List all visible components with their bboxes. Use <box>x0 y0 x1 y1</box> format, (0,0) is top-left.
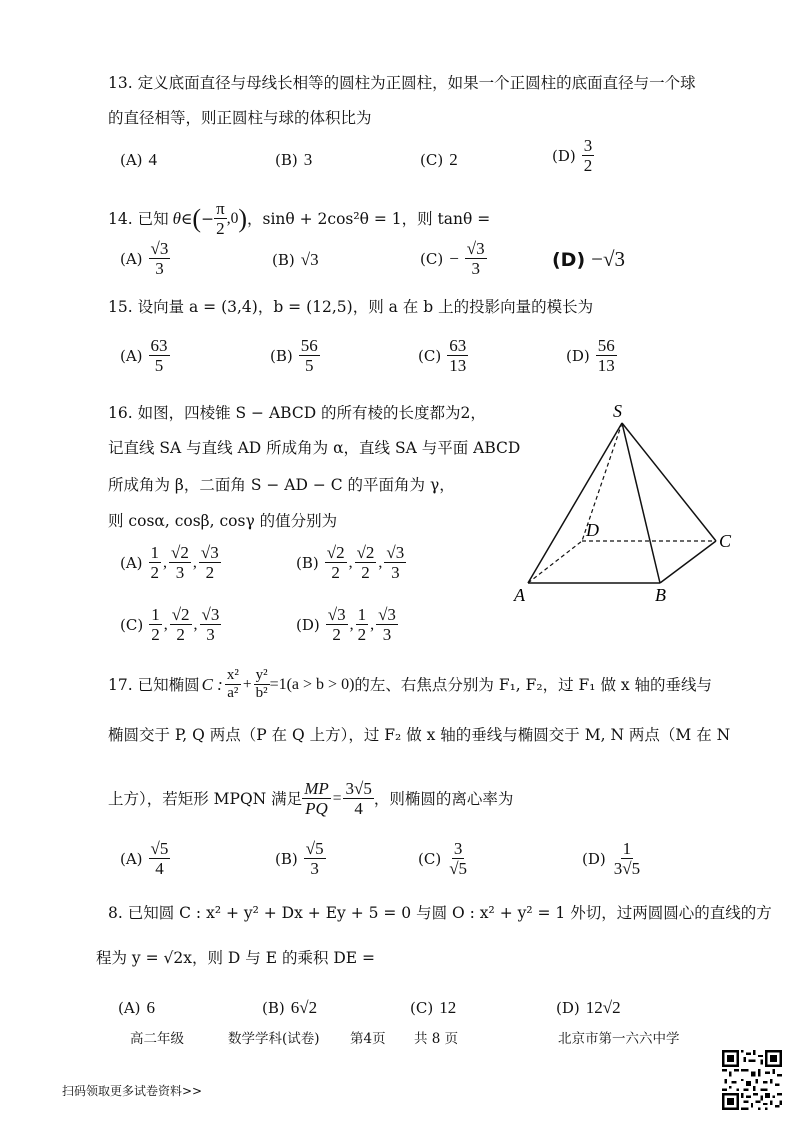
label-S: S <box>613 401 622 421</box>
q15-option-a: (A) $\frac{63}{5}$ <box>120 336 168 375</box>
scan-note: 扫码领取更多试卷资料>> <box>62 1084 203 1098</box>
q15-stem: 15. 设向量 a = (3,4)，b = (12,5)，则 a 在 b 上的投影向量的模长为 <box>108 298 594 316</box>
q17-option-c: (C) $\frac{3}{√5}$ <box>418 839 468 878</box>
q14-stem: 14. 已知 θ ∈ ( − $\frac{\pi}{2}$ ,0 ) ，sinθ + 2cos²θ = 1，则 tanθ = <box>108 199 491 238</box>
q17-option-a: (A) $\frac{√5}{4}$ <box>120 839 169 878</box>
q18-option-d: (D) 12√2 <box>556 998 621 1017</box>
q18-line2: 程为 y = √2x，则 D 与 E 的乘积 DE = <box>96 949 376 967</box>
q14-option-c: (C) − $\frac{√3}{3}$ <box>420 239 485 278</box>
label-A: A <box>514 585 525 605</box>
q15-option-b: (B) $\frac{56}{5}$ <box>270 336 318 375</box>
edge-AD <box>528 541 582 583</box>
q14-option-d: (D) −√3 <box>552 247 626 271</box>
q16-line3: 所成角为 β，二面角 S − AD − C 的平面角为 γ， <box>108 476 455 494</box>
q17-option-b: (B) $\frac{√5}{3}$ <box>275 839 324 878</box>
q18-line1: 8. 已知圆 C : x² + y² + Dx + Ey + 5 = 0 与圆 O : x² + y² = 1 外切，过两圆圆心的直线的方 <box>108 904 772 922</box>
q16-option-b: (B) $\frac{√2}{2}$ , $\frac{√2}{2}$ , $\frac{√3}{3}$ <box>296 543 405 582</box>
q14-option-a: (A) $\frac{√3}{3}$ <box>120 239 169 278</box>
footer-grade: 高二年级 <box>130 1031 184 1047</box>
footer-subject: 数学学科(试卷) <box>228 1031 320 1047</box>
q17-line1: 17. 已知椭圆 C : $\frac{\text{x²}}{\text{a²}}$ + $\frac{\text{y²}}{\text{b²}}$ =1(a > b > 0) 的左、右焦点分别为 F₁, F₂，过 F₁ 做 x 轴的垂线与 <box>108 667 713 701</box>
q13-option-b: (B) 3 <box>275 150 313 169</box>
label-B: B <box>655 585 666 605</box>
q17-line3: 上方），若矩形 MPQN 满足 $\frac{MP}{PQ}$ = $\frac{3√5}{4}$ ，则椭圆的离心率为 <box>108 779 514 818</box>
q14-option-b: (B) √3 <box>272 250 319 269</box>
q16-option-a: (A) $\frac{1}{2}$ , $\frac{√2}{3}$ , $\frac{√3}{2}$ <box>120 543 219 582</box>
q13-line1: 13. 定义底面直径与母线长相等的圆柱为正圆柱，如果一个正圆柱的底面直径与一个球 <box>108 74 696 92</box>
q16-option-c: (C) $\frac{1}{2}$ , $\frac{√2}{2}$ , $\frac{√3}{3}$ <box>120 605 220 644</box>
q13-option-a: (A) 4 <box>120 150 158 169</box>
edge-BC <box>660 541 716 583</box>
label-D: D <box>586 520 599 540</box>
q17-option-d: (D) $\frac{1}{3√5}$ <box>582 839 641 878</box>
q18-option-a: (A) 6 <box>118 998 156 1017</box>
q15-option-c: (C) $\frac{63}{13}$ <box>418 336 467 375</box>
q13-option-c: (C) 2 <box>420 150 458 169</box>
q16-line2: 记直线 SA 与直线 AD 所成角为 α，直线 SA 与平面 ABCD <box>108 439 521 457</box>
footer-school: 北京市第一六六中学 <box>558 1031 680 1047</box>
q17-line2: 椭圆交于 P, Q 两点（P 在 Q 上方），过 F₂ 做 x 轴的垂线与椭圆交于 M, N 两点（M 在 N <box>108 726 731 744</box>
q13-option-d: (D) $\frac{3}{2}$ <box>552 136 593 175</box>
q13-line2: 的直径相等，则正圆柱与球的体积比为 <box>108 109 372 127</box>
q16-line4: 则 cosα, cosβ, cosγ 的值分别为 <box>108 512 338 530</box>
footer-page: 第4页 <box>350 1031 386 1047</box>
pyramid-figure <box>500 395 750 615</box>
q16-option-d: (D) $\frac{√3}{2}$ , $\frac{1}{2}$ , $\frac{√3}{3}$ <box>296 605 396 644</box>
q16-line1: 16. 如图，四棱锥 S − ABCD 的所有棱的长度都为2， <box>108 404 486 422</box>
footer-total: 共 8 页 <box>414 1031 459 1047</box>
qr-code-icon[interactable] <box>722 1050 782 1110</box>
edge-SA <box>528 423 622 583</box>
q15-option-d: (D) $\frac{56}{13}$ <box>566 336 615 375</box>
label-C: C <box>719 531 732 551</box>
q18-option-c: (C) 12 <box>410 998 457 1017</box>
q18-option-b: (B) 6√2 <box>262 998 318 1017</box>
